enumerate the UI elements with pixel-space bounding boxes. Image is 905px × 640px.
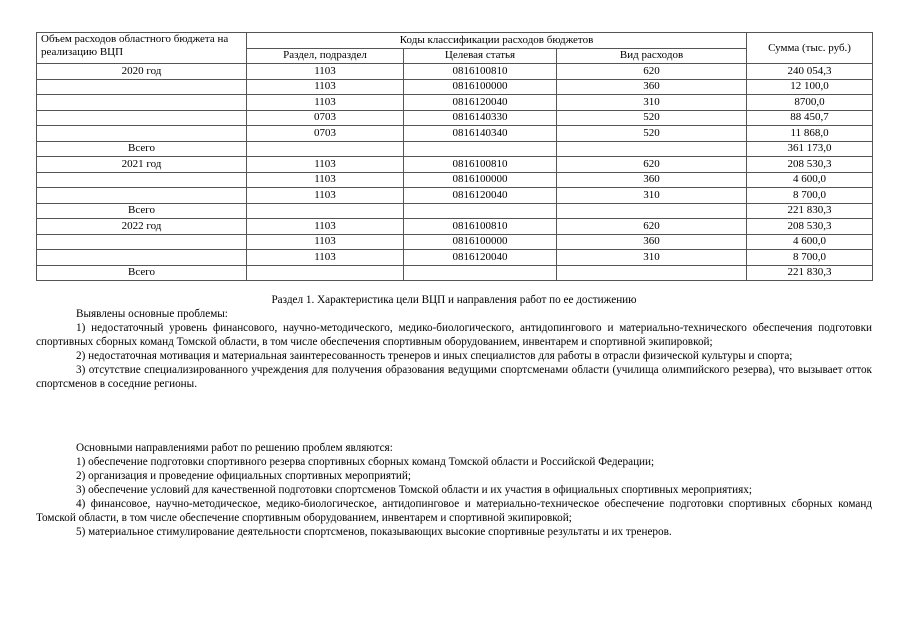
table-row xyxy=(37,265,873,281)
type-cell: 360 xyxy=(557,234,747,250)
year-cell xyxy=(37,110,247,126)
sum-cell: 4 600,0 xyxy=(747,172,873,188)
target-cell: 0816120040 xyxy=(404,95,557,111)
year-cell xyxy=(37,126,247,142)
volume-header: Объем расходов областного бюджета на реализацию ВЦП xyxy=(37,33,247,64)
year-cell xyxy=(37,234,247,250)
year-cell xyxy=(37,95,247,111)
target-cell: 0816100000 xyxy=(404,172,557,188)
section-cell: 0703 xyxy=(247,110,404,126)
type-cell: 520 xyxy=(557,110,747,126)
type-cell: 310 xyxy=(557,95,747,111)
codes-header: Коды классификации расходов бюджетов xyxy=(247,33,747,49)
sum-cell: 4 600,0 xyxy=(747,234,873,250)
year-cell xyxy=(37,79,247,95)
section-cell: 1103 xyxy=(247,188,404,204)
target-cell: 0816140330 xyxy=(404,110,557,126)
target-cell: 0816140340 xyxy=(404,126,557,142)
section-cell xyxy=(247,203,404,219)
directions-intro: Основными направлениями работ по решению проблем являются: xyxy=(76,442,393,454)
direction-item-3: 3) обеспечение условий для качественной подготовки спортсменов Томской области и их участия в официальных спортивных мероприятиях; xyxy=(76,484,752,496)
year-cell xyxy=(37,250,247,266)
year-cell: Всего xyxy=(37,203,247,219)
sum-cell: 8 700,0 xyxy=(747,188,873,204)
year-cell: 2022 год xyxy=(37,219,247,235)
sum-cell: 208 530,3 xyxy=(747,219,873,235)
direction-item-1: 1) обеспечение подготовки спортивного резерва спортивных сборных команд Томской области и Российской Федерации; xyxy=(76,456,655,468)
sum-cell: 208 530,3 xyxy=(747,157,873,173)
type-cell: 620 xyxy=(557,219,747,235)
section-heading: Раздел 1. Характеристика цели ВЦП и направления работ по ее достижению xyxy=(271,294,637,306)
year-cell: 2020 год xyxy=(37,64,247,80)
directions-block xyxy=(36,441,872,539)
target-header: Целевая статья xyxy=(404,48,557,64)
type-cell xyxy=(557,141,747,157)
type-cell: 520 xyxy=(557,126,747,142)
problem-item-2: 2) недостаточная мотивация и материальная заинтересованность тренеров и иных специалистов для работы в отрасли физической культуры и спорта; xyxy=(76,350,793,362)
table-row xyxy=(37,219,873,235)
target-cell: 0816100810 xyxy=(404,64,557,80)
type-cell: 310 xyxy=(557,250,747,266)
year-cell xyxy=(37,188,247,204)
type-cell: 360 xyxy=(557,79,747,95)
section-cell: 1103 xyxy=(247,172,404,188)
sum-cell: 12 100,0 xyxy=(747,79,873,95)
table-row xyxy=(37,172,873,188)
table-row xyxy=(37,203,873,219)
table-row xyxy=(37,126,873,142)
type-cell: 310 xyxy=(557,188,747,204)
direction-item-2: 2) организация и проведение официальных спортивных мероприятий; xyxy=(76,470,411,482)
section-cell xyxy=(247,141,404,157)
target-cell: 0816120040 xyxy=(404,250,557,266)
section-cell: 1103 xyxy=(247,95,404,111)
table-row xyxy=(37,64,873,80)
type-cell: 620 xyxy=(557,157,747,173)
sum-cell: 11 868,0 xyxy=(747,126,873,142)
table-row xyxy=(37,250,873,266)
section-cell: 0703 xyxy=(247,126,404,142)
section-cell: 1103 xyxy=(247,64,404,80)
type-header: Вид расходов xyxy=(557,48,747,64)
target-cell: 0816100810 xyxy=(404,219,557,235)
problem-item-1: 1) недостаточный уровень финансового, научно-методического, медико-биологического, антидопингового и материально-технического обеспечения подготовки спортивных сборных команд Томской области, в том числе обеспечения спортивным оборудованием, инвентарем и спортивной экипировкой; xyxy=(36,322,872,348)
direction-item-5: 5) материальное стимулирование деятельности спортсменов, показывающих высокие спортивные результаты и их тренеров. xyxy=(76,526,672,538)
problems-intro: Выявлены основные проблемы: xyxy=(76,308,228,320)
table-row xyxy=(37,157,873,173)
sum-cell: 221 830,3 xyxy=(747,203,873,219)
table-row xyxy=(37,141,873,157)
table-row xyxy=(37,79,873,95)
year-cell: 2021 год xyxy=(37,157,247,173)
year-cell xyxy=(37,172,247,188)
table-row xyxy=(37,110,873,126)
section-cell: 1103 xyxy=(247,79,404,95)
section-cell: 1103 xyxy=(247,250,404,266)
type-cell: 360 xyxy=(557,172,747,188)
year-cell: Всего xyxy=(37,265,247,281)
sum-cell: 8700,0 xyxy=(747,95,873,111)
target-cell xyxy=(404,203,557,219)
sum-cell: 361 173,0 xyxy=(747,141,873,157)
target-cell: 0816120040 xyxy=(404,188,557,204)
year-cell: Всего xyxy=(37,141,247,157)
direction-item-4: 4) финансовое, научно-методическое, медико-биологическое, антидопинговое и материально-техническое обеспечение подготовки спортивных сборных команд Томской области, в том числе обеспечение спортивным оборудованием, инвентарем и спортивной экипировкой; xyxy=(36,498,872,524)
type-cell xyxy=(557,203,747,219)
sum-cell: 221 830,3 xyxy=(747,265,873,281)
target-cell: 0816100000 xyxy=(404,234,557,250)
table-header-row-1 xyxy=(37,33,873,49)
problems-block xyxy=(36,307,872,391)
target-cell xyxy=(404,141,557,157)
sum-header: Сумма (тыс. руб.) xyxy=(747,33,873,64)
table-row xyxy=(37,188,873,204)
target-cell xyxy=(404,265,557,281)
section-cell: 1103 xyxy=(247,219,404,235)
budget-table xyxy=(36,32,873,281)
table-row xyxy=(37,234,873,250)
target-cell: 0816100000 xyxy=(404,79,557,95)
table-row xyxy=(37,95,873,111)
type-cell: 620 xyxy=(557,64,747,80)
sum-cell: 8 700,0 xyxy=(747,250,873,266)
type-cell xyxy=(557,265,747,281)
section-cell: 1103 xyxy=(247,157,404,173)
sum-cell: 88 450,7 xyxy=(747,110,873,126)
target-cell: 0816100810 xyxy=(404,157,557,173)
section-cell: 1103 xyxy=(247,234,404,250)
sum-cell: 240 054,3 xyxy=(747,64,873,80)
section-header: Раздел, подраздел xyxy=(247,48,404,64)
problem-item-3: 3) отсутствие специализированного учреждения для получения образования ведущими спортсменами области (училища олимпийского резерва), что вызывает отток спортсменов в соседние регионы. xyxy=(36,364,872,390)
section-cell xyxy=(247,265,404,281)
